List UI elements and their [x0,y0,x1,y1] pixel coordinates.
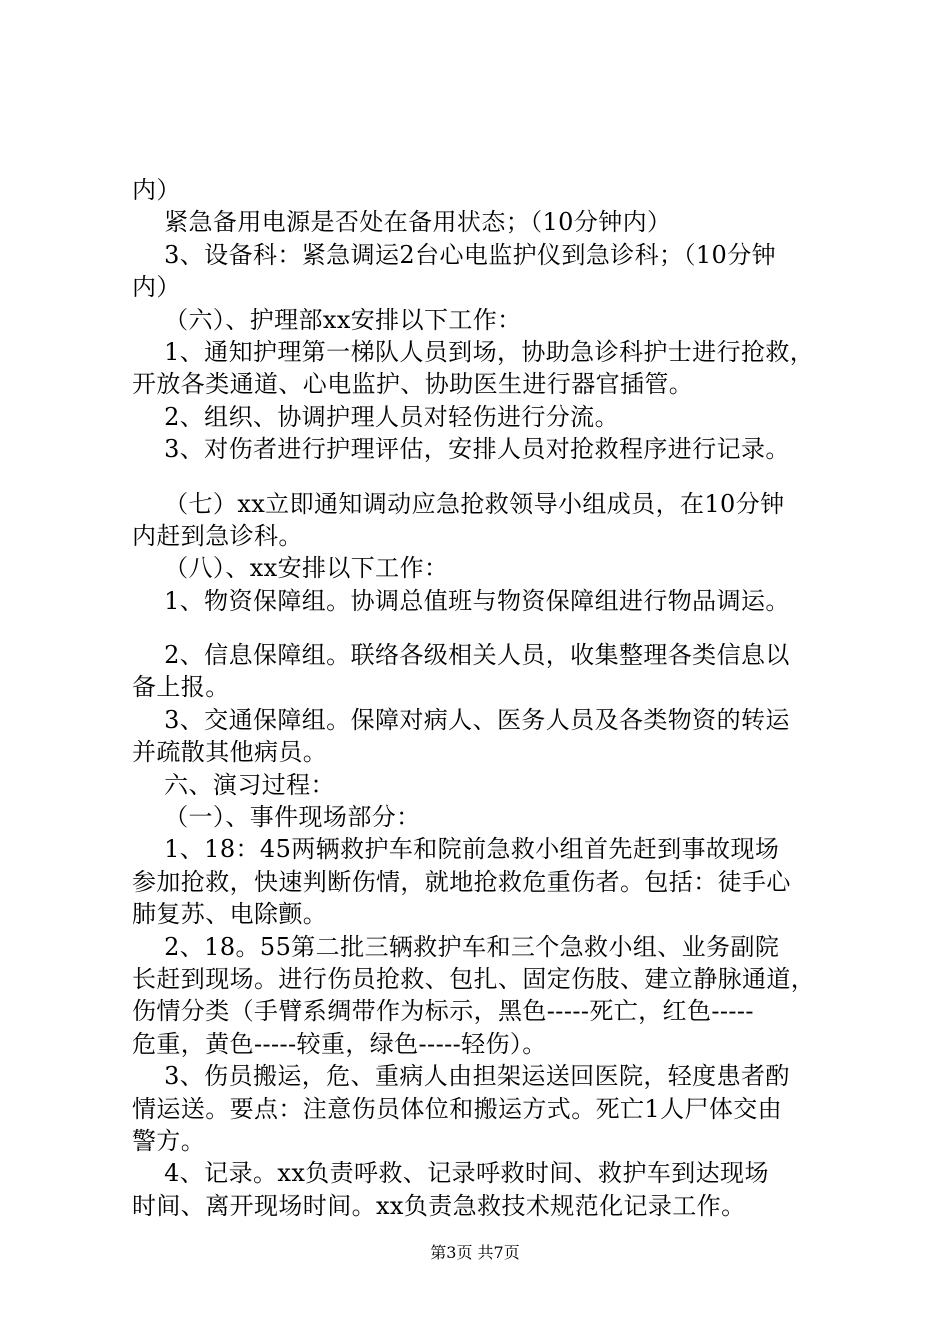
text-line: 3、交通保障组。保障对病人、医务人员及各类物资的转运 [132,705,790,734]
text-line: 并疏散其他病员。 [132,738,328,767]
text-line: （一）、事件现场部分： [132,803,421,832]
text-line: （八）、xx安排以下工作： [132,554,449,583]
text-line: 内） [132,273,181,302]
text-line: 情运送。要点：注意伤员体位和搬运方式。死亡1人尸体交由 [132,1094,783,1123]
text-line: 备上报。 [132,673,230,702]
text-line: 1、物资保障组。协调总值班与物资保障组进行物品调运。 [132,586,790,615]
page-footer: 第3页 共7页 [430,1243,520,1262]
text-line: 3、对伤者进行护理评估，安排人员对抢救程序进行记录。 [132,435,790,464]
text-line: 1、通知护理第一梯队人员到场，协助急诊科护士进行抢救， [132,337,815,366]
text-line: 2、18。55第二批三辆救护车和三个急救小组、业务副院 [132,932,780,961]
text-line: 伤情分类（手臂系绸带作为标示，黑色-----死亡，红色----- [132,997,754,1026]
text-line: 参加抢救，快速判断伤情，就地抢救危重伤者。包括：徒手心 [132,867,791,896]
text-line: 六、演习过程： [132,770,335,799]
text-line: 4、记录。xx负责呼救、记录呼救时间、救护车到达现场 [132,1159,769,1188]
text-line: 2、组织、协调护理人员对轻伤进行分流。 [132,402,619,431]
text-line: （六）、护理部xx安排以下工作： [132,305,522,334]
text-line: 时间、离开现场时间。xx负责急救技术规范化记录工作。 [132,1191,746,1220]
text-line: 3、设备科：紧急调运2台心电监护仪到急诊科；（10分钟 [132,240,776,269]
document-body [132,174,832,1222]
text-line: 长赶到现场。进行伤员抢救、包扎、固定伤肢、建立静脉通道， [132,964,816,993]
paragraph-gap [132,466,832,488]
text-line: （七）xx立即通知调动应急抢救领导小组成员，在10分钟 [132,489,785,518]
text-line: 内） [132,176,181,204]
text-line: 1、18：45两辆救护车和院前急救小组首先赶到事故现场 [132,835,780,864]
text-line: 3、伤员搬运，危、重病人由担架运送回医院，轻度患者酌 [132,1062,790,1091]
text-line: 2、信息保障组。联络各级相关人员，收集整理各类信息以 [132,641,790,670]
paragraph-gap [132,617,832,639]
text-line: 危重，黄色-----较重，绿色-----轻伤）。 [132,1029,547,1058]
text-line: 内赶到急诊科。 [132,521,303,550]
text-line: 开放各类通道、心电监护、协助医生进行器官插管。 [132,370,694,399]
text-line: 紧急备用电源是否处在备用状态；（10分钟内） [132,208,672,237]
text-line: 肺复苏、电除颤。 [132,900,328,929]
text-line: 警方。 [132,1126,206,1155]
